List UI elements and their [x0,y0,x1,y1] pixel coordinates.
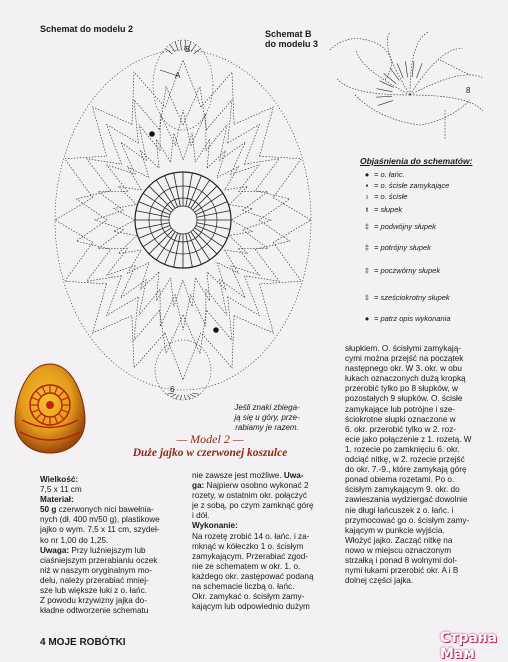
double-crochet-icon: ŧ [365,205,369,214]
text-line: na schemacie liczbą o. łańc. [192,582,295,592]
slip-stitch-icon: ı [365,192,369,201]
text-line: nie ze schematem w okr. 1. o. [192,561,301,571]
text-line: nowo w miejscu oznaczonym [345,545,452,555]
text-line: rozety, w ostatnim okr. połączyć [192,491,307,501]
text-line: ponad obiema rozetami. Po o. [345,475,455,485]
legend-item-text: = słupek [374,205,403,214]
schema-b-title-line2: do modelu 3 [265,39,319,49]
model-title: — Model 2 — [176,432,244,446]
text-line: Wykonanie: [192,521,238,531]
text-line: Z powodu krzywizny jajka do- [40,596,147,606]
diagram-label-a: A [175,71,181,80]
legend-item-text: = podwójny słupek [374,222,436,231]
legend-item-text: = o. ścisłe [374,192,408,201]
text-line: Na rozetę zrobić 14 o. łańc. i za- [192,531,310,541]
text-line: Uwaga: Przy luźniejszym lub [40,545,146,555]
text-line: następnego okr. W 3. okr. w obu [345,364,462,374]
text-line: niż w naszym oryginalnym mo- [40,565,152,575]
text-line: ecie jako połączenie z 1. rozetą. W [345,434,472,444]
legend-item-text: = potrójny słupek [374,243,431,252]
text-line: nie zawsze jest możliwe. Uwa- [192,471,304,480]
annotation-note [222,403,312,433]
diagram-label-8: 8 [466,86,471,95]
text-line: zamykającym. Przerabiać zgod- [192,551,309,561]
legend-item-treble [360,222,436,231]
text-column-right [345,344,493,586]
text-line: Materiał: [40,495,74,505]
text-line: kładne odtworzenie schematu [40,606,149,616]
text-line: sze lub większe łuki z o. łańc. [40,586,147,596]
text-line: i dół. [192,511,210,521]
legend-item-triple [360,243,431,252]
legend-item-chain [360,170,405,179]
text-line: łukach oznaczonych dużą kropką [345,374,466,384]
text-line: zamykające lub potrójne i sze- [345,404,456,414]
text-line: Okr. zamykać o. ścisłym zamy- [192,592,305,602]
text-column-middle [192,471,337,612]
legend-item-slip [360,192,408,201]
text-line: je z sobą, po czym zamknąć górę [192,501,314,511]
text-line: dolnej części jajka. [345,576,414,586]
text-line: każdego okr. zastępować podaną [192,571,314,581]
model-subtitle: Duże jajko w czerwonej koszulce [132,447,288,459]
crochet-diagram-schema-b [330,32,483,140]
text-line: kającym lub odpowiednio dużym [192,602,310,612]
text-line: ścisłym zamykającym 9. okr. do [345,485,460,495]
schema-b-title-line1: Schemat B [265,29,312,39]
text-line: 50 g czerwonych nici bawełnia- [40,505,154,515]
legend-item-double [360,205,402,214]
legend [360,156,508,336]
triple-treble-icon: ‡ [364,243,370,252]
egg-photo [12,360,88,456]
text-line: strzałką i ponad 8 wolnymi dol- [345,555,457,565]
legend-item-quadruple [360,266,440,275]
text-line: nych (dł. 400 m/50 g), plastikowe [40,515,160,525]
text-line: Włożyć jajko. Zacząć nitkę na [345,535,453,545]
watermark: Страна Мам [440,630,497,662]
text-line: kającym w punkcie wyjścia. [345,525,445,535]
text-line: ko nr 1,00 do 1,25. [40,535,109,545]
text-line: 6. okr. przerobić tylko w 2. roz- [345,424,457,434]
big-dot-icon: ● [364,314,370,323]
legend-item-text: = sześciokrotny słupek [374,293,450,302]
text-line: 7,5 x 11 cm [40,485,82,495]
legend-item-slip-closing [360,181,449,190]
text-line: ciaśniejszym przerabianiu oczek [40,555,158,565]
text-line: do okr. 7.-9., które zamykają górę [345,465,467,475]
legend-item-see-description [360,314,451,323]
text-line: Wielkość: [40,475,79,484]
text-column-left [40,475,185,616]
legend-item-text: = patrz opis wykonania [374,314,451,323]
text-line: zawieszania wydziergać dowolnie [345,495,468,505]
diagram-label-b: B [185,45,191,54]
legend-item-sextuple [360,293,450,302]
text-line: delu, należy przerabiać mniej- [40,575,149,585]
slip-stitch-closing-icon: ▪ [365,181,369,190]
legend-item-text: = o. łańc. [374,170,405,179]
text-line: słupkiem. O. ścisłymi zamykają- [345,344,462,353]
text-line: cymi można przejść na początek [345,354,464,364]
text-line: jajko o wym. 7,5 x 11 cm, szydeł- [40,525,160,535]
text-line: ga: Najpierw osobno wykonać 2 [192,481,309,491]
annotation-line: Jeśli znaki zbiega- [234,403,300,412]
text-line: ściokrotne słupki oznaczone w [345,414,456,424]
schema-title: Schemat do modelu 2 [40,24,134,34]
text-line: mknąć w kółeczko 1 o. ścisłym [192,541,304,551]
text-line: nie długi łańcuszek z o. łańc. i [345,505,454,515]
annotation-line: ją się u góry, prze- [234,413,300,422]
legend-title: Objaśnienia do schematów: [360,156,473,166]
page-footer: 4 MOJE ROBÓTKI [40,637,126,648]
text-line: pozostałych 9 słupków. O. ścisłe [345,394,463,404]
annotation-line: rabiamy je razem. [235,423,299,432]
legend-item-text: = poczwórny słupek [374,266,441,275]
text-line: przerobić tylko po 8 słupków, w [345,384,458,394]
chain-symbol-icon: ● [364,170,370,179]
text-line: nymi łukami przerobić okr. A i B [345,566,459,576]
text-line: 1. rozecie po zamknięciu 6. okr. [345,444,460,454]
legend-item-text: = o. ścisłe zamykające [374,181,450,190]
text-line: przymocować go o. ścisłym zamy- [345,515,470,525]
text-line: odciąć nitkę, w 2. rozecie przejść [345,455,465,465]
treble-crochet-icon: ‡ [364,222,370,231]
diagram-label-6: 6 [170,385,175,394]
quadruple-treble-icon: ‡ [364,266,370,275]
sextuple-treble-icon: ‡ [364,293,370,302]
